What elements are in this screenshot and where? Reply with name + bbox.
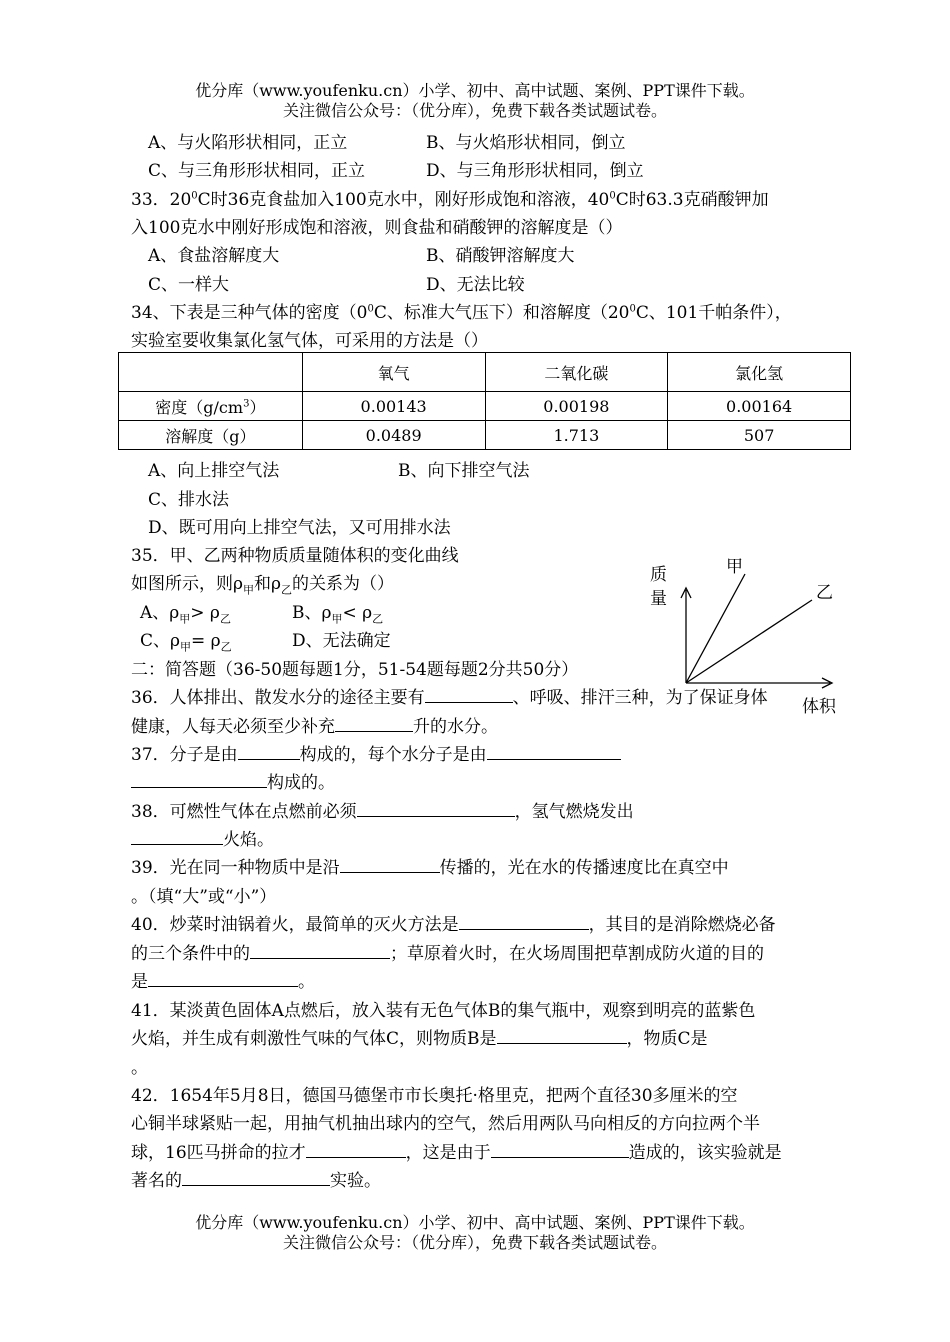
table-row <box>119 392 851 421</box>
table-header-cell: 二氧化碳 <box>485 353 668 392</box>
table-header-cell: 氧气 <box>302 353 485 392</box>
q35-option-a: A、$\rho_甲> \rho_乙$ <box>140 603 231 626</box>
q35-line-1: 35．甲、乙两种物质质量随体积的变化曲线 <box>131 546 459 566</box>
q35-option-b: B、$\rho_甲< \rho_乙$ <box>292 603 384 626</box>
q42-line-2: 心铜半球紧贴一起，用抽气机抽出球内的空气，然后用两队马向相反的方向拉两个半 <box>131 1114 760 1134</box>
q39-line-1: 39．光在同一种物质中是沿 传播的，光在水的传播速度比在真空中 <box>131 858 729 878</box>
q42-line-3: 球，16匹马拼命的拉才 ，这是由于 造成的，该实验就是 <box>131 1143 782 1163</box>
table-cell: 0.0489 <box>302 421 485 450</box>
table-header-cell <box>119 353 303 392</box>
q33-option-d: D、无法比较 <box>426 275 525 295</box>
q33-option-c: C、一样大 <box>148 275 230 295</box>
answer-blank[interactable] <box>335 715 413 732</box>
graph-label-jia: 甲 <box>726 557 743 577</box>
answer-blank[interactable] <box>459 913 589 930</box>
table-cell: 1.713 <box>485 421 668 450</box>
answer-blank[interactable] <box>131 828 223 845</box>
footer-line-1: 优分库（www.youfenku.cn）小学、初中、高中试题、案例、PPT课件下载。 <box>195 1213 755 1232</box>
answer-blank[interactable] <box>182 1169 330 1186</box>
q35-option-d: D、无法确定 <box>292 631 391 651</box>
q41-line-1: 41．某淡黄色固体A点燃后，放入装有无色气体B的集气瓶中，观察到明亮的蓝紫色 <box>131 1001 756 1021</box>
section-2-title: 二：简答题（36-50题每题1分，51-54题每题2分共50分） <box>131 660 579 680</box>
answer-blank[interactable] <box>497 1027 627 1044</box>
q34-option-c: C、排水法 <box>148 490 230 510</box>
q33-line-1: 33．$20^0C$时36克食盐加入100克水中，刚好形成饱和溶液，$40^0C$时63.3克硝酸钾加 <box>131 190 769 210</box>
q39-line-2: 。（填“大”或“小”） <box>131 887 277 907</box>
solubility-label: 溶解度（g） <box>119 421 303 450</box>
graph-label-yi: 乙 <box>816 583 833 603</box>
q38-line-1: 38．可燃性气体在点燃前必须 ，氢气燃烧发出 <box>131 802 634 822</box>
q33-option-b: B、硝酸钾溶解度大 <box>426 246 575 266</box>
q40-line-1: 40．炒菜时油锅着火，最简单的灭火方法是 ，其目的是消除燃烧必备 <box>131 915 776 935</box>
q35-option-c: C、$\rho_甲= \rho_乙$ <box>140 631 232 654</box>
graph-xlabel: 体积 <box>802 697 836 717</box>
answer-blank[interactable] <box>306 1141 406 1158</box>
line-jia <box>686 574 745 683</box>
q36-line-2: 健康，人每天必须至少补充 升的水分。 <box>131 717 498 737</box>
q33-option-a: A、食盐溶解度大 <box>148 246 280 266</box>
line-yi <box>686 600 812 683</box>
footer-line-2: 关注微信公众号：（优分库），免费下载各类试题试卷。 <box>282 1233 667 1252</box>
table-header-cell: 氯化氢 <box>668 353 851 392</box>
answer-blank[interactable] <box>340 856 440 873</box>
answer-blank[interactable] <box>491 1141 629 1158</box>
q41-line-2: 火焰，并生成有刺激性气味的气体C，则物质B是 ，物质C是 <box>131 1029 708 1049</box>
q32-option-a: A、与火陷形状相同，正立 <box>148 133 348 153</box>
q40-line-2: 的三个条件中的 ；草原着火时，在火场周围把草割成防火道的目的 <box>131 944 764 964</box>
q32-option-c: C、与三角形形状相同，正立 <box>148 161 366 181</box>
answer-blank[interactable] <box>148 970 298 987</box>
q34-option-d: D、既可用向上排空气法，又可用排水法 <box>148 518 451 538</box>
table-cell: 507 <box>668 421 851 450</box>
q32-option-d: D、与三角形形状相同，倒立 <box>426 161 644 181</box>
q41-line-3: 。 <box>131 1058 148 1078</box>
answer-blank[interactable] <box>131 771 267 788</box>
q34-line-2: 实验室要收集氯化氢气体，可采用的方法是（） <box>131 331 488 351</box>
q34-option-a: A、向上排空气法 <box>148 461 280 481</box>
q33-line-2: 入100克水中刚好形成饱和溶液，则食盐和硝酸钾的溶解度是（） <box>131 218 623 238</box>
answer-blank[interactable] <box>487 743 621 760</box>
density-label: 密度$(g/cm^3)$ <box>119 392 303 421</box>
q37-line-1: 37．分子是由 构成的，每个水分子是由 <box>131 740 621 765</box>
gas-property-table <box>118 352 851 450</box>
q35-line-2: 如图所示，则$\rho_甲$和$\rho_乙$的关系为（） <box>131 574 394 597</box>
header-line-1: 优分库（www.youfenku.cn）小学、初中、高中试题、案例、PPT课件下载。 <box>195 81 755 100</box>
q40-line-3: 是 。 <box>131 972 315 992</box>
q36-line-1: 36．人体排出、散发水分的途径主要有 、呼吸、排汗三种，为了保证身体 <box>131 688 768 708</box>
answer-blank[interactable] <box>238 743 300 760</box>
table-cell: 0.00164 <box>668 392 851 421</box>
table-cell: 0.00198 <box>485 392 668 421</box>
answer-blank[interactable] <box>357 800 515 817</box>
header-line-2: 关注微信公众号：（优分库），免费下载各类试题试卷。 <box>282 101 667 120</box>
graph-ylabel-2: 量 <box>650 589 667 609</box>
answer-blank[interactable] <box>425 686 513 703</box>
answer-blank[interactable] <box>250 942 390 959</box>
q34-line-1: 34、下表是三种气体的密度（$0^0C$、标准大气压下）和溶解度（$20^0C$、101千帕条件）， <box>131 303 792 323</box>
q42-line-1: 42．1654年5月8日，德国马德堡市市长奥托·格里克，把两个直径30多厘米的空 <box>131 1086 738 1106</box>
table-header-row <box>119 353 851 392</box>
graph-ylabel-1: 质 <box>650 565 667 585</box>
q34-option-b: B、向下排空气法 <box>398 461 530 481</box>
table-row <box>119 421 851 450</box>
q38-line-2: 火焰。 <box>131 825 274 850</box>
q37-line-2: 构成的。 <box>131 768 335 793</box>
table-cell: 0.00143 <box>302 392 485 421</box>
q32-option-b: B、与火焰形状相同，倒立 <box>426 133 626 153</box>
q42-line-4: 著名的 实验。 <box>131 1171 381 1191</box>
